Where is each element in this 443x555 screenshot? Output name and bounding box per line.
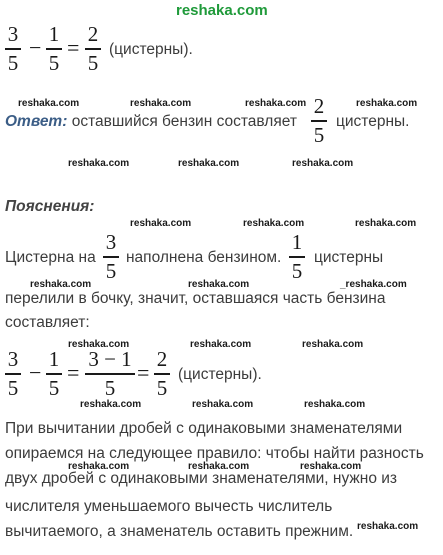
unit-label: (цистерны). [178, 366, 262, 383]
explain-line-2: перелили в бочку, значит, оставшаяся часть бензина [5, 290, 386, 307]
answer-text: оставшийся бензин составляет [71, 113, 297, 130]
fraction-two-fifths: 2 5 [85, 24, 101, 74]
watermark: reshaka.com [355, 218, 417, 229]
rule-line-1: При вычитании дробей с одинаковыми знаменателями [5, 420, 403, 437]
watermark: reshaka.com [68, 158, 130, 169]
watermark: reshaka.com [18, 98, 80, 109]
minus-sign: − [29, 360, 42, 385]
explain-line-1b: наполнена бензином. [126, 249, 282, 266]
watermark: reshaka.com [192, 399, 254, 410]
watermark: reshaka.com [245, 98, 307, 109]
watermark: reshaka.com [188, 461, 250, 472]
watermark: reshaka.com [80, 399, 142, 410]
rule-line-5: вычитаемого, а знаменатель оставить прежним. [5, 523, 354, 540]
fraction-three-fifths: 3 5 [5, 24, 21, 74]
equals-sign: = [67, 360, 80, 385]
equals-sign: = [67, 35, 80, 60]
watermark: reshaka.com [130, 218, 192, 229]
answer-unit: цистерны. [336, 113, 410, 130]
unit-label: (цистерны). [109, 41, 193, 58]
fraction-three-fifths-inline: 3 5 [103, 232, 119, 282]
fraction-two-fifths-eq2: 2 5 [154, 349, 170, 399]
explain-line-1c: цистерны [314, 249, 384, 266]
fraction-one-fifth-inline: 1 5 [289, 232, 305, 282]
watermark: reshaka.com [292, 158, 354, 169]
watermark: reshaka.com [68, 339, 130, 350]
rule-line-4: числителя уменьшаемого вычесть числитель [5, 498, 333, 515]
explain-line-3: составляет: [5, 314, 90, 331]
watermark: reshaka.com [302, 339, 364, 350]
watermark: reshaka.com [356, 98, 418, 109]
site-watermark-top: reshaka.com [176, 2, 268, 19]
watermark-alt: _reshaka.com [340, 279, 407, 290]
fraction-three-fifths-eq2: 3 5 [5, 349, 21, 399]
watermark: reshaka.com [30, 279, 92, 290]
fraction-one-fifth: 1 5 [46, 24, 62, 74]
rule-line-3: двух дробей с одинаковыми знаменателями, нужно из [5, 470, 398, 487]
watermark: reshaka.com [304, 399, 366, 410]
watermark: reshaka.com [68, 461, 130, 472]
answer-line [5, 113, 297, 131]
watermark: reshaka.com [357, 521, 419, 532]
minus-sign: − [29, 35, 42, 60]
watermark: reshaka.com [130, 98, 192, 109]
watermark: reshaka.com [178, 158, 240, 169]
explanations-heading: Пояснения: [5, 198, 95, 215]
watermark: reshaka.com [243, 218, 305, 229]
watermark: reshaka.com [188, 279, 250, 290]
equals-sign: = [137, 360, 150, 385]
watermark: reshaka.com [300, 461, 362, 472]
fraction-one-fifth-eq2: 1 5 [46, 349, 62, 399]
explain-line-1a: Цистерна на [5, 249, 96, 266]
fraction-two-fifths-answer: 2 5 [311, 96, 327, 146]
fraction-difference: 3 − 1 5 [85, 349, 135, 399]
answer-label: Ответ: [5, 113, 68, 130]
watermark: reshaka.com [190, 339, 252, 350]
rule-line-2: опираемся на следующее правило: чтобы найти разность [5, 445, 424, 462]
